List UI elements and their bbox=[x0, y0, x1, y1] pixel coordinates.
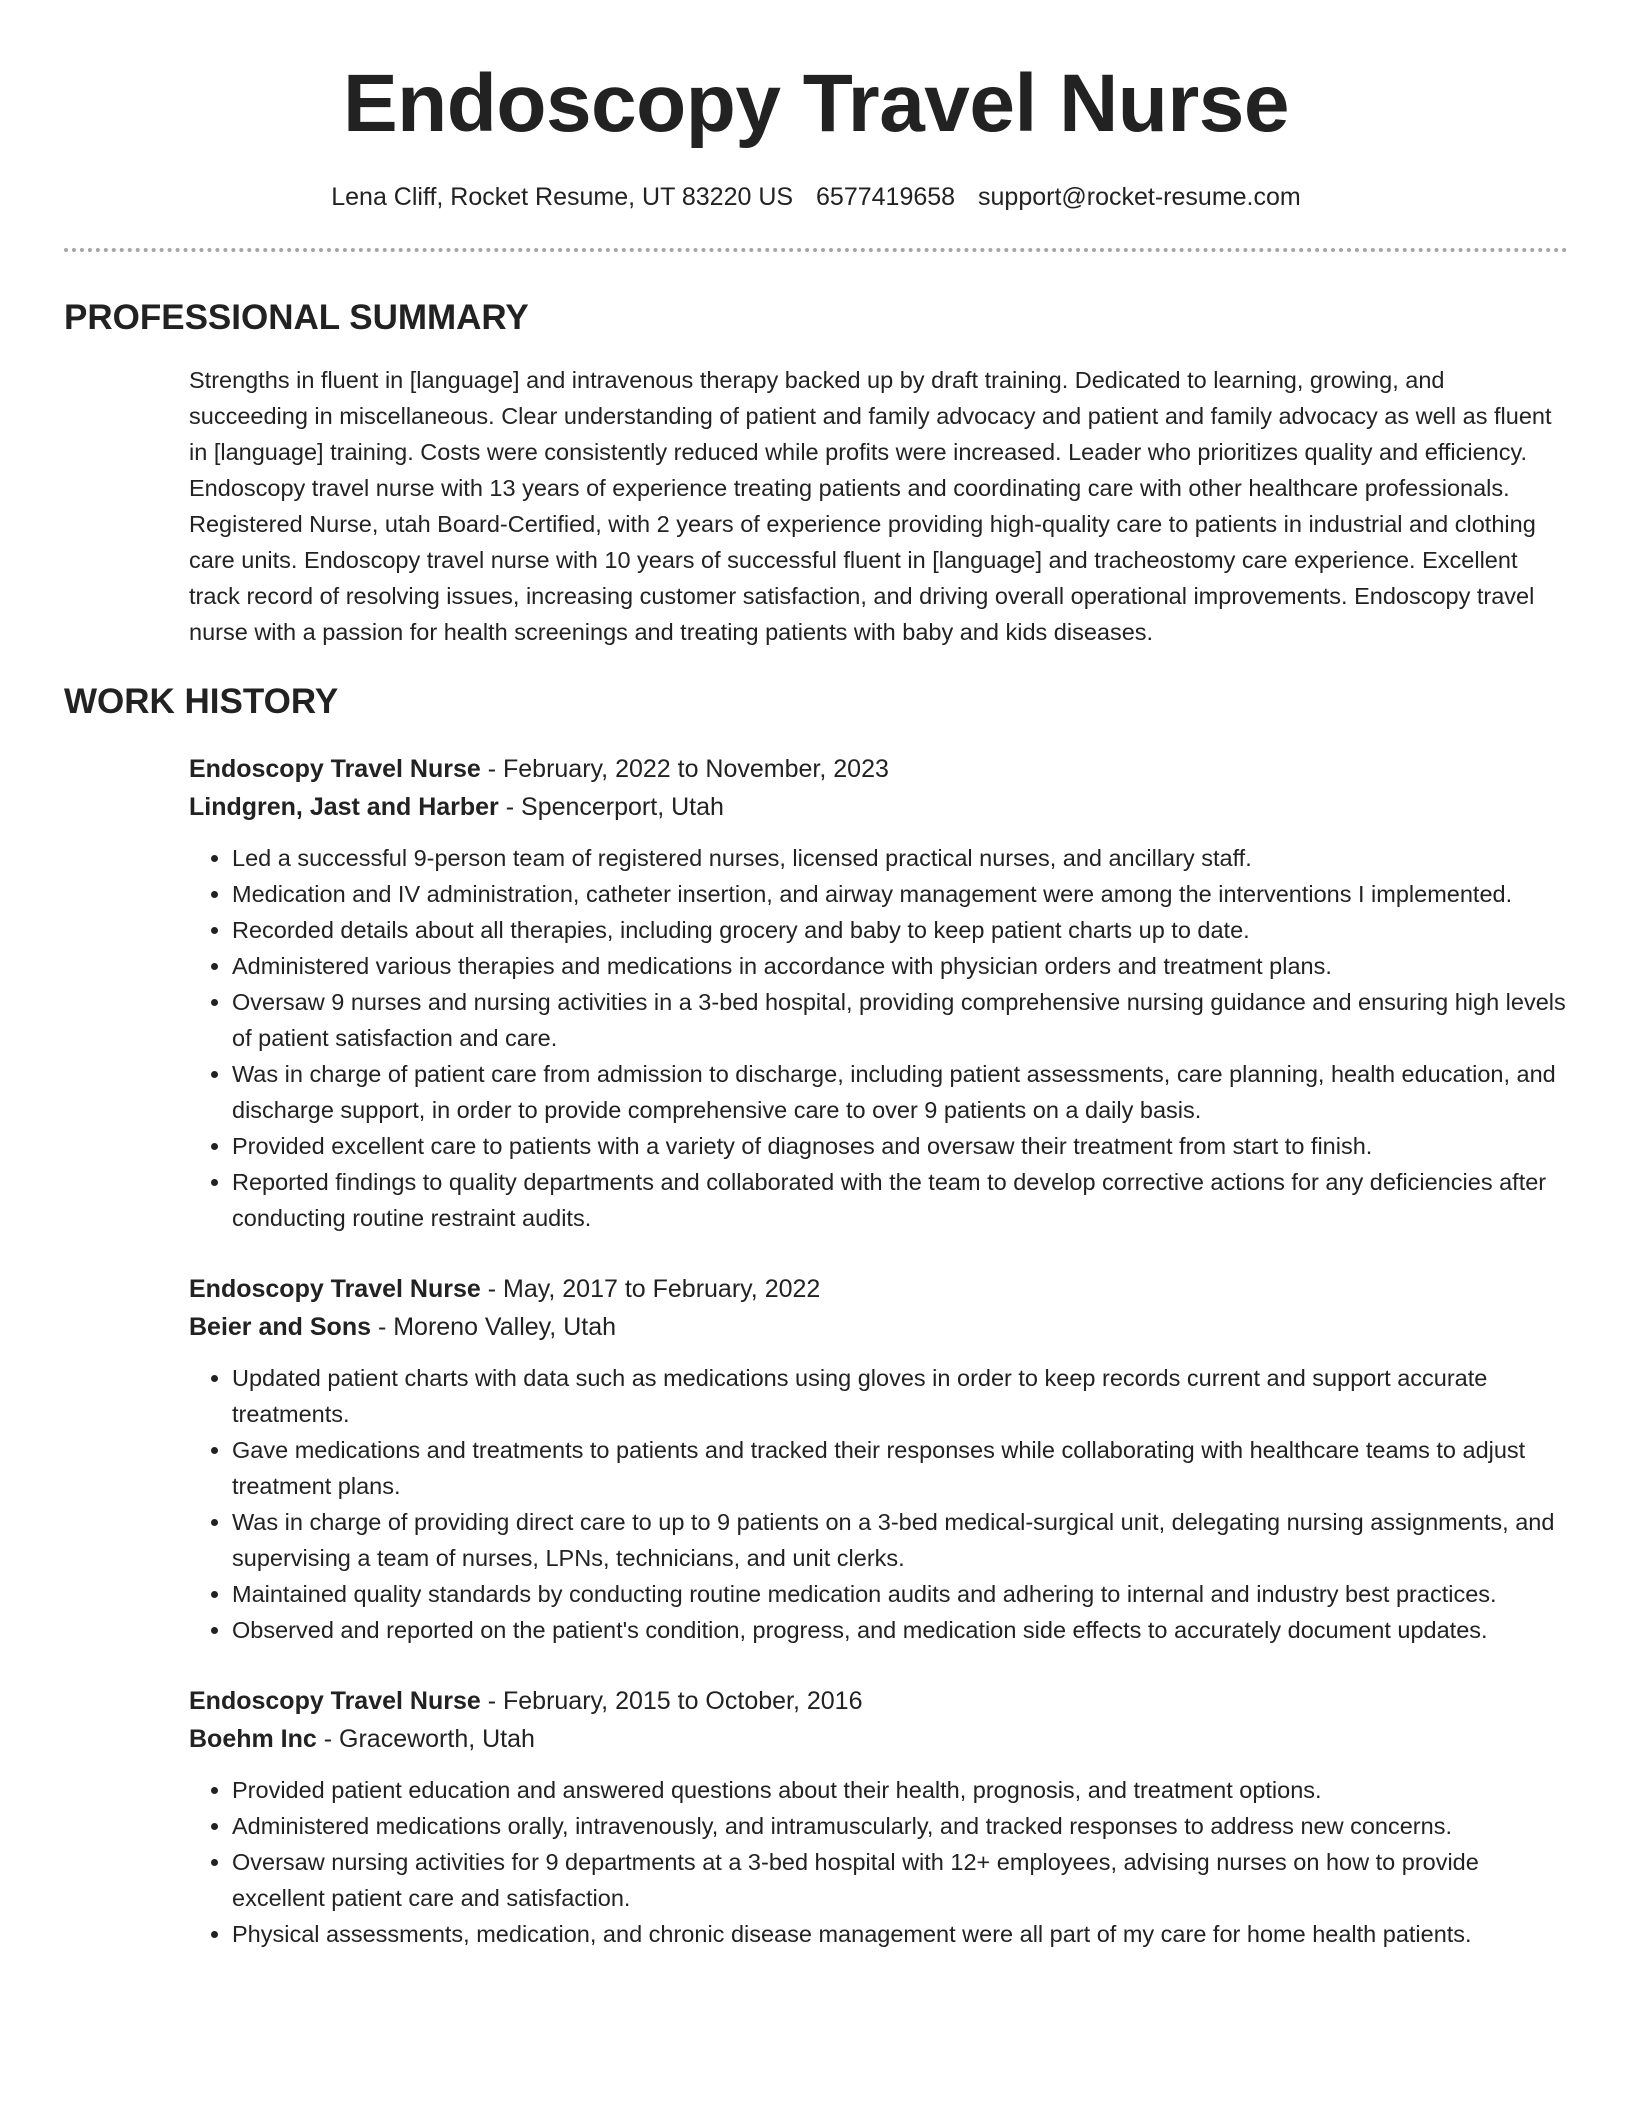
contact-info bbox=[64, 180, 1568, 214]
contact-address: Lena Cliff, Rocket Resume, UT 83220 US bbox=[331, 183, 794, 211]
job-bullet: • Oversaw nursing activities for 9 departments at a 3-bed hospital with 12+ employees, advising nurses on how to provide excellent patient care and satisfaction. bbox=[232, 1844, 1568, 1916]
job-bullet: • Administered various therapies and medications in accordance with physician orders and treatment plans. bbox=[232, 948, 1568, 984]
job-bullet: • Was in charge of patient care from admission to discharge, including patient assessments, care planning, health education, and discharge support, in order to provide comprehensive care to over 9 patients on a daily basis. bbox=[232, 1056, 1568, 1128]
job-location: - Graceworth, Utah bbox=[316, 1725, 535, 1753]
job-entry bbox=[189, 1270, 1568, 1648]
job-bullet: • Observed and reported on the patient's condition, progress, and medication side effects to accurately document updates. bbox=[232, 1612, 1568, 1648]
summary-text: Strengths in fluent in [language] and intravenous therapy backed up by draft training. Dedicated to learning, growing, and succeeding in miscellaneous. Clear understanding of patient and family advocacy and patient and family advocacy as well as fluent in [language] training. Costs were consistently reduced while profits were increased. Leader who prioritizes quality and efficiency. Endoscopy travel nurse with 13 years of experience treating patients and coordinating care with other healthcare professionals. Registered Nurse, utah Board-Certified, with 2 years of experience providing high-quality care to patients in industrial and clothing care units. Endoscopy travel nurse with 10 years of successful fluent in [language] and tracheostomy care experience. Excellent track record of resolving issues, increasing customer satisfaction, and driving overall operational improvements. Endoscopy travel nurse with a passion for health screenings and treating patients with baby and kids diseases. bbox=[189, 367, 1552, 645]
job-role-line bbox=[189, 1270, 1568, 1308]
job-bullet: • Provided patient education and answered questions about their health, prognosis, and treatment options. bbox=[232, 1772, 1568, 1808]
job-dates: - February, 2015 to October, 2016 bbox=[480, 1687, 863, 1715]
job-company-line bbox=[189, 788, 1568, 826]
contact-phone: 6577419658 bbox=[816, 183, 956, 211]
job-bullet: • Maintained quality standards by conducting routine medication audits and adhering to internal and industry best practices. bbox=[232, 1576, 1568, 1612]
job-bullet: • Physical assessments, medication, and chronic disease management were all part of my care for home health patients. bbox=[232, 1916, 1568, 1952]
job-bullets bbox=[189, 1772, 1568, 1952]
work-history-heading: WORK HISTORY bbox=[64, 682, 339, 721]
job-role-line bbox=[189, 750, 1568, 788]
job-role-line bbox=[189, 1682, 1568, 1720]
job-role: Endoscopy Travel Nurse bbox=[189, 755, 481, 783]
job-company: Beier and Sons bbox=[189, 1313, 371, 1341]
header-divider bbox=[64, 248, 1568, 252]
job-bullet: • Medication and IV administration, catheter insertion, and airway management were among the interventions I implemented. bbox=[232, 876, 1568, 912]
job-bullet: • Administered medications orally, intravenously, and intramuscularly, and tracked responses to address new concerns. bbox=[232, 1808, 1568, 1844]
job-dates: - February, 2022 to November, 2023 bbox=[480, 755, 889, 783]
job-role: Endoscopy Travel Nurse bbox=[189, 1687, 481, 1715]
job-role: Endoscopy Travel Nurse bbox=[189, 1275, 481, 1303]
job-bullet: • Led a successful 9-person team of registered nurses, licensed practical nurses, and ancillary staff. bbox=[232, 840, 1568, 876]
job-company: Lindgren, Jast and Harber bbox=[189, 793, 499, 821]
job-location: - Moreno Valley, Utah bbox=[371, 1313, 617, 1341]
job-dates: - May, 2017 to February, 2022 bbox=[480, 1275, 821, 1303]
resume-page bbox=[64, 0, 1568, 1952]
job-entry bbox=[189, 750, 1568, 1236]
job-bullet: • Gave medications and treatments to patients and tracked their responses while collaborating with healthcare teams to adjust treatment plans. bbox=[232, 1432, 1568, 1504]
job-location: - Spencerport, Utah bbox=[498, 793, 724, 821]
job-company: Boehm Inc bbox=[189, 1725, 317, 1753]
job-bullets bbox=[189, 1360, 1568, 1648]
job-bullets bbox=[189, 840, 1568, 1236]
job-company-line bbox=[189, 1720, 1568, 1758]
contact-email: support@rocket-resume.com bbox=[978, 183, 1301, 211]
job-bullet: • Reported findings to quality departments and collaborated with the team to develop corrective actions for any deficiencies after conducting routine restraint audits. bbox=[232, 1164, 1568, 1236]
job-bullet: • Provided excellent care to patients with a variety of diagnoses and oversaw their treatment from start to finish. bbox=[232, 1128, 1568, 1164]
job-company-line bbox=[189, 1308, 1568, 1346]
job-entry bbox=[189, 1682, 1568, 1952]
resume-title: Endoscopy Travel Nurse bbox=[342, 58, 1289, 149]
summary-heading: PROFESSIONAL SUMMARY bbox=[64, 298, 529, 337]
job-bullet: • Recorded details about all therapies, including grocery and baby to keep patient charts up to date. bbox=[232, 912, 1568, 948]
job-bullet: • Oversaw 9 nurses and nursing activities in a 3-bed hospital, providing comprehensive nursing guidance and ensuring high levels of patient satisfaction and care. bbox=[232, 984, 1568, 1056]
job-bullet: • Updated patient charts with data such as medications using gloves in order to keep records current and support accurate treatments. bbox=[232, 1360, 1568, 1432]
job-bullet: • Was in charge of providing direct care to up to 9 patients on a 3-bed medical-surgical unit, delegating nursing assignments, and supervising a team of nurses, LPNs, technicians, and unit clerks. bbox=[232, 1504, 1568, 1576]
